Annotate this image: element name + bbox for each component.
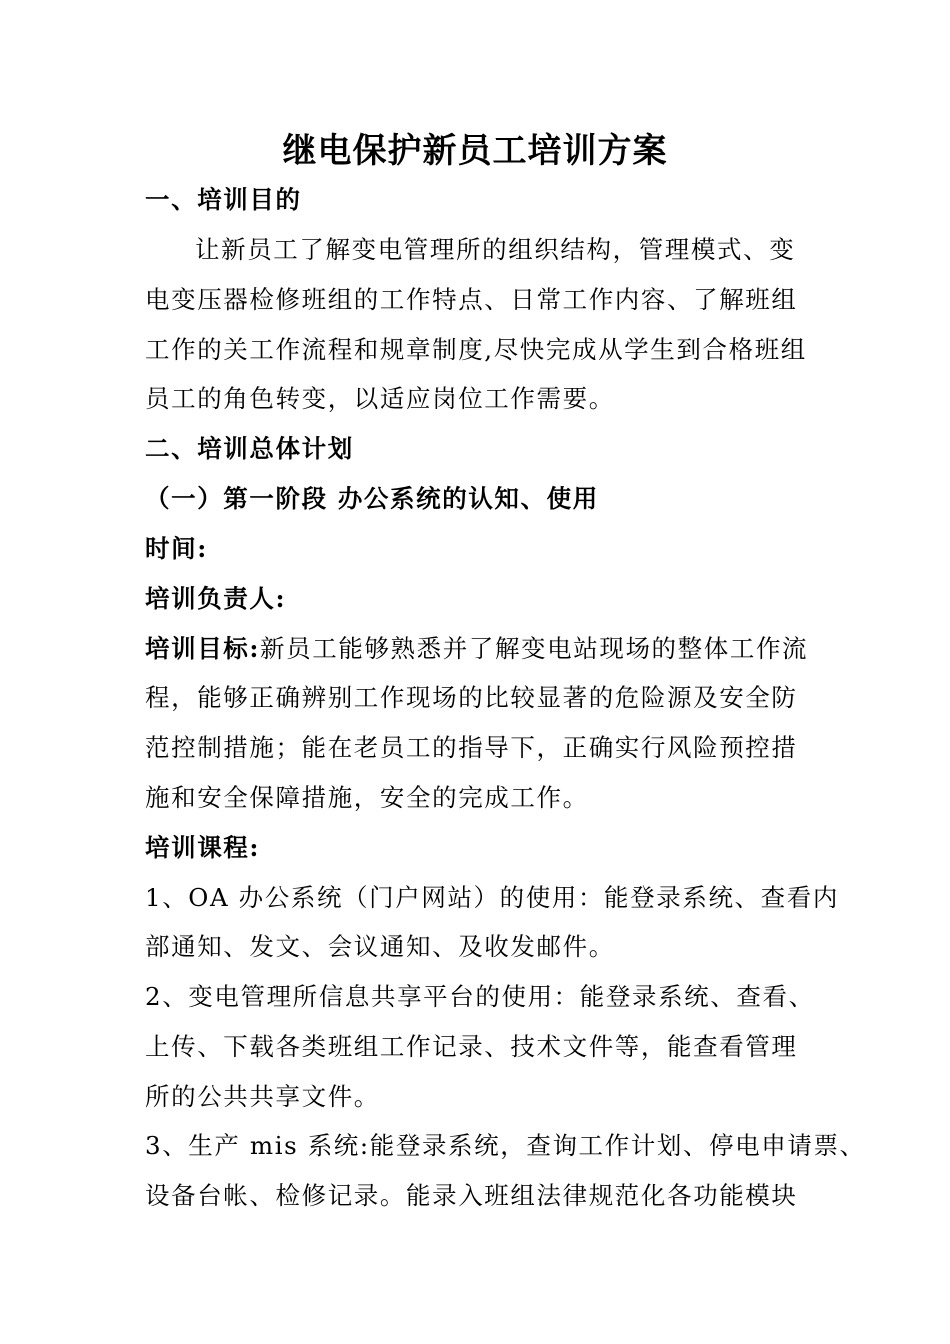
paragraph-line: 工作的关工作流程和规章制度,尽快完成从学生到合格班组 xyxy=(145,335,807,364)
course-line: 部通知、发文、会议通知、及收发邮件。 xyxy=(145,932,615,961)
course-line: 上传、下载各类班组工作记录、技术文件等，能查看管理 xyxy=(145,1032,798,1061)
goal-label: 培训目标: xyxy=(145,634,261,663)
paragraph-line: 程，能够正确辨别工作现场的比较显著的危险源及安全防 xyxy=(145,683,798,712)
stage-heading: （一）第一阶段 办公系统的认知、使用 xyxy=(145,484,599,513)
goal-text: 新员工能够熟悉并了解变电站现场的整体工作流 xyxy=(260,634,809,663)
paragraph-line: 范控制措施；能在老员工的指导下，正确实行风险预控措 xyxy=(145,733,798,762)
paragraph-line: 电变压器检修班组的工作特点、日常工作内容、了解班组 xyxy=(145,285,798,314)
course-line: 1、OA 办公系统（门户网站）的使用：能登录系统、查看内 xyxy=(145,883,839,912)
goal-line xyxy=(145,631,808,667)
paragraph-line: 员工的角色转变，以适应岗位工作需要。 xyxy=(145,384,615,413)
course-label: 培训课程: xyxy=(145,833,261,862)
paragraph-line: 施和安全保障措施，安全的完成工作。 xyxy=(145,783,589,812)
time-label: 时间: xyxy=(145,534,208,563)
document-title: 继电保护新员工培训方案 xyxy=(282,131,668,171)
course-line: 设备台帐、检修记录。能录入班组法律规范化各功能模块 xyxy=(145,1181,798,1210)
course-line: 3、生产 mis 系统:能登录系统，查询工作计划、停电申请票、 xyxy=(145,1131,866,1160)
course-line: 所的公共共享文件。 xyxy=(145,1082,380,1111)
owner-label: 培训负责人: xyxy=(145,584,287,613)
paragraph-line: 让新员工了解变电管理所的组织结构，管理模式、变 xyxy=(195,235,796,264)
section-heading-plan: 二、培训总体计划 xyxy=(145,434,354,463)
course-line: 2、变电管理所信息共享平台的使用：能登录系统、查看、 xyxy=(145,982,815,1011)
section-heading-purpose: 一、培训目的 xyxy=(145,185,302,214)
